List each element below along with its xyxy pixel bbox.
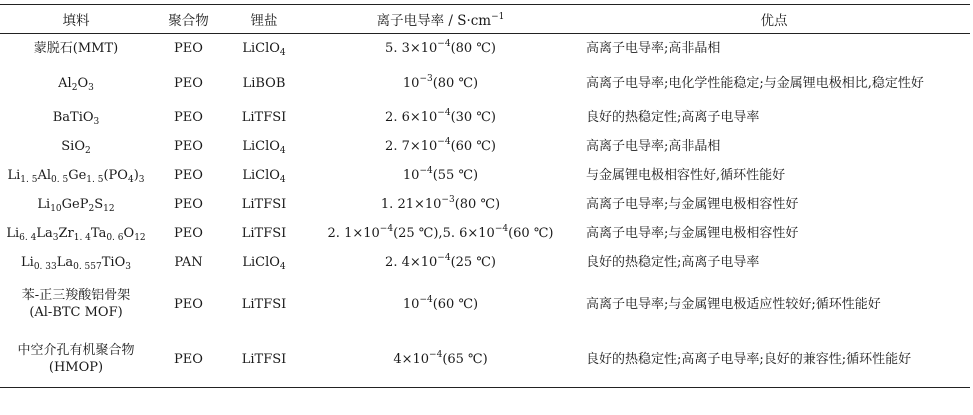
formula-subscript: 12 <box>134 233 146 243</box>
formula-subscript: 0. 5 <box>51 175 69 185</box>
salt-subscript: 4 <box>279 146 286 156</box>
conductivity-mantissa: 10 <box>402 296 420 312</box>
conductivity-temperature: (80 ℃) <box>450 41 496 56</box>
cell-filler <box>0 190 152 219</box>
formula-subscript: 0. 33 <box>33 262 57 272</box>
header-conductivity-label: 离子电导率 / S·cm <box>376 13 492 29</box>
filler-abbrev-line: (Al-BTC MOF) <box>29 305 123 320</box>
conductivity-temperature: (30 ℃) <box>450 110 496 125</box>
conductivity-exponent: −3 <box>419 73 433 84</box>
conductivity-exponent: −4 <box>379 224 394 234</box>
table-wrapper <box>0 4 973 388</box>
cell-advantages: 良好的热稳定性;高离子电导率;良好的兼容性;循环性能好 <box>578 331 970 388</box>
cell-salt <box>225 132 303 161</box>
table-row <box>0 132 970 161</box>
conductivity-temperature: (60 ℃) <box>450 139 496 154</box>
cell-conductivity <box>303 331 578 388</box>
cell-filler <box>0 248 152 277</box>
formula-subscript: 3 <box>93 117 100 127</box>
cell-advantages: 与金属锂电极相容性好,循环性能好 <box>586 168 786 183</box>
table-row <box>0 248 970 277</box>
cell-conductivity <box>303 248 578 277</box>
conductivity-temperature: (80 ℃) <box>432 75 479 91</box>
cell-advantages: 高离子电导率;高非晶相 <box>586 139 721 154</box>
formula-part: Li <box>21 255 34 270</box>
cell-advantages: 高离子电导率;高非晶相 <box>586 41 721 56</box>
cell-advantages: 良好的热稳定性;高离子电导率 <box>586 255 760 270</box>
formula-part: ) <box>133 168 139 183</box>
formula-part: Al <box>37 168 52 183</box>
table-row <box>0 219 970 248</box>
cell-polymer: PEO <box>174 226 203 241</box>
cell-filler: 蒙脱石(MMT) <box>33 41 119 56</box>
conductivity-temperature: (80 ℃) <box>454 197 501 212</box>
formula-part: La <box>56 255 74 270</box>
conductivity-mantissa: 10 <box>402 168 420 183</box>
formula-part: TiO <box>101 255 126 270</box>
cell-advantages: 高离子电导率;与金属锂电极适应性较好;循环性能好 <box>586 296 881 312</box>
formula-subscript: 6. 4 <box>19 233 37 243</box>
conductivity-exponent: −3 <box>441 195 455 205</box>
cell-salt: LiBOB <box>242 75 286 91</box>
cell-filler <box>0 132 152 161</box>
salt-subscript: 4 <box>279 175 286 185</box>
formula-subscript: 0. 6 <box>106 233 124 243</box>
salt-formula: LiClO <box>242 255 280 270</box>
cell-conductivity <box>303 277 578 331</box>
formula-part: BaTiO <box>52 110 94 125</box>
formula-part: Li <box>7 168 21 183</box>
formula-subscript: 1. 5 <box>86 175 104 185</box>
formula-subscript: 2 <box>71 82 78 93</box>
header-row <box>0 5 970 34</box>
formula-part: Zr <box>58 226 74 241</box>
conductivity-mantissa: 1. 21×10 <box>380 197 442 212</box>
electrolyte-filler-table <box>0 4 970 388</box>
salt-formula: LiClO <box>242 139 280 154</box>
table-row <box>0 277 970 331</box>
conductivity-exponent: −4 <box>429 349 443 360</box>
cell-conductivity <box>303 34 578 64</box>
conductivity-exponent: −4 <box>494 224 509 234</box>
cell-salt: LiTFSI <box>241 296 287 312</box>
cell-filler <box>0 63 152 103</box>
cell-filler <box>0 161 152 190</box>
conductivity-temperature: (60 ℃) <box>432 296 479 312</box>
cell-salt <box>225 34 303 64</box>
cell-salt: LiTFSI <box>241 226 287 241</box>
formula-part: SiO <box>61 139 85 154</box>
formula-subscript: 12 <box>103 204 115 214</box>
salt-formula: LiClO <box>242 41 280 56</box>
cell-polymer: PEO <box>174 197 203 212</box>
formula-part: Li <box>37 197 51 212</box>
formula-part: Ge <box>68 168 87 183</box>
cell-salt <box>225 248 303 277</box>
formula-part: O <box>123 226 135 241</box>
conductivity-exponent: −4 <box>437 253 451 263</box>
conductivity-exponent: −4 <box>437 39 451 49</box>
formula-part: Li <box>6 226 20 241</box>
cell-conductivity <box>303 103 578 132</box>
formula-subscript: 0. 557 <box>73 262 102 272</box>
formula-part: S <box>94 197 104 212</box>
formula-subscript: 3 <box>138 175 145 185</box>
formula-subscript: 2 <box>85 146 91 156</box>
conductivity-temperature: (25 ℃), <box>393 226 443 241</box>
cell-salt: LiTFSI <box>241 197 287 212</box>
header-polymer: 聚合物 <box>152 5 225 34</box>
cell-advantages: 良好的热稳定性;高离子电导率 <box>586 110 760 125</box>
formula-subscript: 4 <box>127 175 134 185</box>
salt-subscript: 4 <box>279 48 286 58</box>
conductivity-mantissa: 2. 4×10 <box>385 255 438 270</box>
conductivity-temperature: (65 ℃) <box>442 351 488 367</box>
conductivity-mantissa: 2. 1×10 <box>327 226 380 241</box>
cell-polymer: PEO <box>174 41 203 56</box>
cell-polymer: PEO <box>174 168 203 183</box>
cell-polymer: PEO <box>174 75 203 91</box>
cell-salt: LiTFSI <box>241 110 287 125</box>
cell-filler <box>0 331 152 388</box>
cell-advantages: 高离子电导率;电化学性能稳定;与金属锂电极相比,稳定性好 <box>586 75 924 91</box>
cell-conductivity <box>303 63 578 103</box>
cell-polymer: PEO <box>174 110 203 125</box>
cell-salt <box>225 161 303 190</box>
cell-polymer: PEO <box>174 296 203 312</box>
cell-conductivity <box>303 161 578 190</box>
salt-formula: LiClO <box>242 168 280 183</box>
conductivity-mantissa: 10 <box>402 75 420 91</box>
formula-part: Ta <box>90 226 107 241</box>
salt-subscript: 4 <box>279 262 286 272</box>
header-filler: 填料 <box>0 5 152 34</box>
formula-part: GeP <box>61 197 89 212</box>
table-row <box>0 34 970 64</box>
formula-subscript: 1. 5 <box>20 175 38 185</box>
conductivity-exponent: −4 <box>419 166 433 176</box>
table-row <box>0 331 970 388</box>
header-conductivity <box>303 5 578 34</box>
table-row <box>0 190 970 219</box>
formula-subscript: 10 <box>50 204 62 214</box>
formula-subscript: 3 <box>125 262 131 272</box>
formula-subscript: 3 <box>88 82 94 93</box>
formula-part: (PO <box>103 168 128 183</box>
cell-polymer: PEO <box>174 139 203 154</box>
header-lithium-salt: 锂盐 <box>225 5 303 34</box>
formula-subscript: 3 <box>52 233 59 243</box>
cell-filler <box>0 277 152 331</box>
cell-conductivity <box>303 219 578 248</box>
conductivity-exponent: −4 <box>419 294 433 305</box>
filler-name-line: 中空介孔有机聚合物 <box>17 343 135 358</box>
conductivity-mantissa: 2. 7×10 <box>385 139 438 154</box>
cell-filler <box>0 103 152 132</box>
conductivity-temperature: (55 ℃) <box>432 168 479 183</box>
formula-part: La <box>36 226 53 241</box>
table-row <box>0 161 970 190</box>
cell-advantages: 高离子电导率;与金属锂电极相容性好 <box>586 226 799 241</box>
table-row <box>0 63 970 103</box>
conductivity-exponent: −4 <box>437 108 451 118</box>
conductivity-mantissa: 2. 6×10 <box>385 110 438 125</box>
filler-name-line: 苯-正三羧酸铝骨架 <box>21 288 131 303</box>
cell-filler <box>0 219 152 248</box>
formula-subscript: 1. 4 <box>73 233 91 243</box>
cell-conductivity <box>303 190 578 219</box>
conductivity-exponent: −4 <box>437 137 451 147</box>
formula-part: Al <box>58 75 72 91</box>
filler-abbrev-line: (HMOP) <box>48 360 104 375</box>
cell-advantages: 高离子电导率;与金属锂电极相容性好 <box>586 197 799 212</box>
conductivity-mantissa: 4×10 <box>393 351 430 367</box>
cell-polymer: PAN <box>174 255 203 270</box>
conductivity-temperature: (60 ℃) <box>508 226 554 241</box>
conductivity-mantissa: 5. 6×10 <box>442 226 495 241</box>
header-conductivity-exponent: −1 <box>491 12 505 22</box>
cell-polymer: PEO <box>152 331 225 388</box>
cell-conductivity <box>303 132 578 161</box>
formula-subscript: 2 <box>88 204 95 214</box>
conductivity-temperature: (25 ℃) <box>450 255 496 270</box>
conductivity-mantissa: 5. 3×10 <box>385 41 438 56</box>
formula-part: O <box>77 75 89 91</box>
header-advantages: 优点 <box>578 5 970 34</box>
table-row <box>0 103 970 132</box>
cell-salt: LiTFSI <box>225 331 303 388</box>
